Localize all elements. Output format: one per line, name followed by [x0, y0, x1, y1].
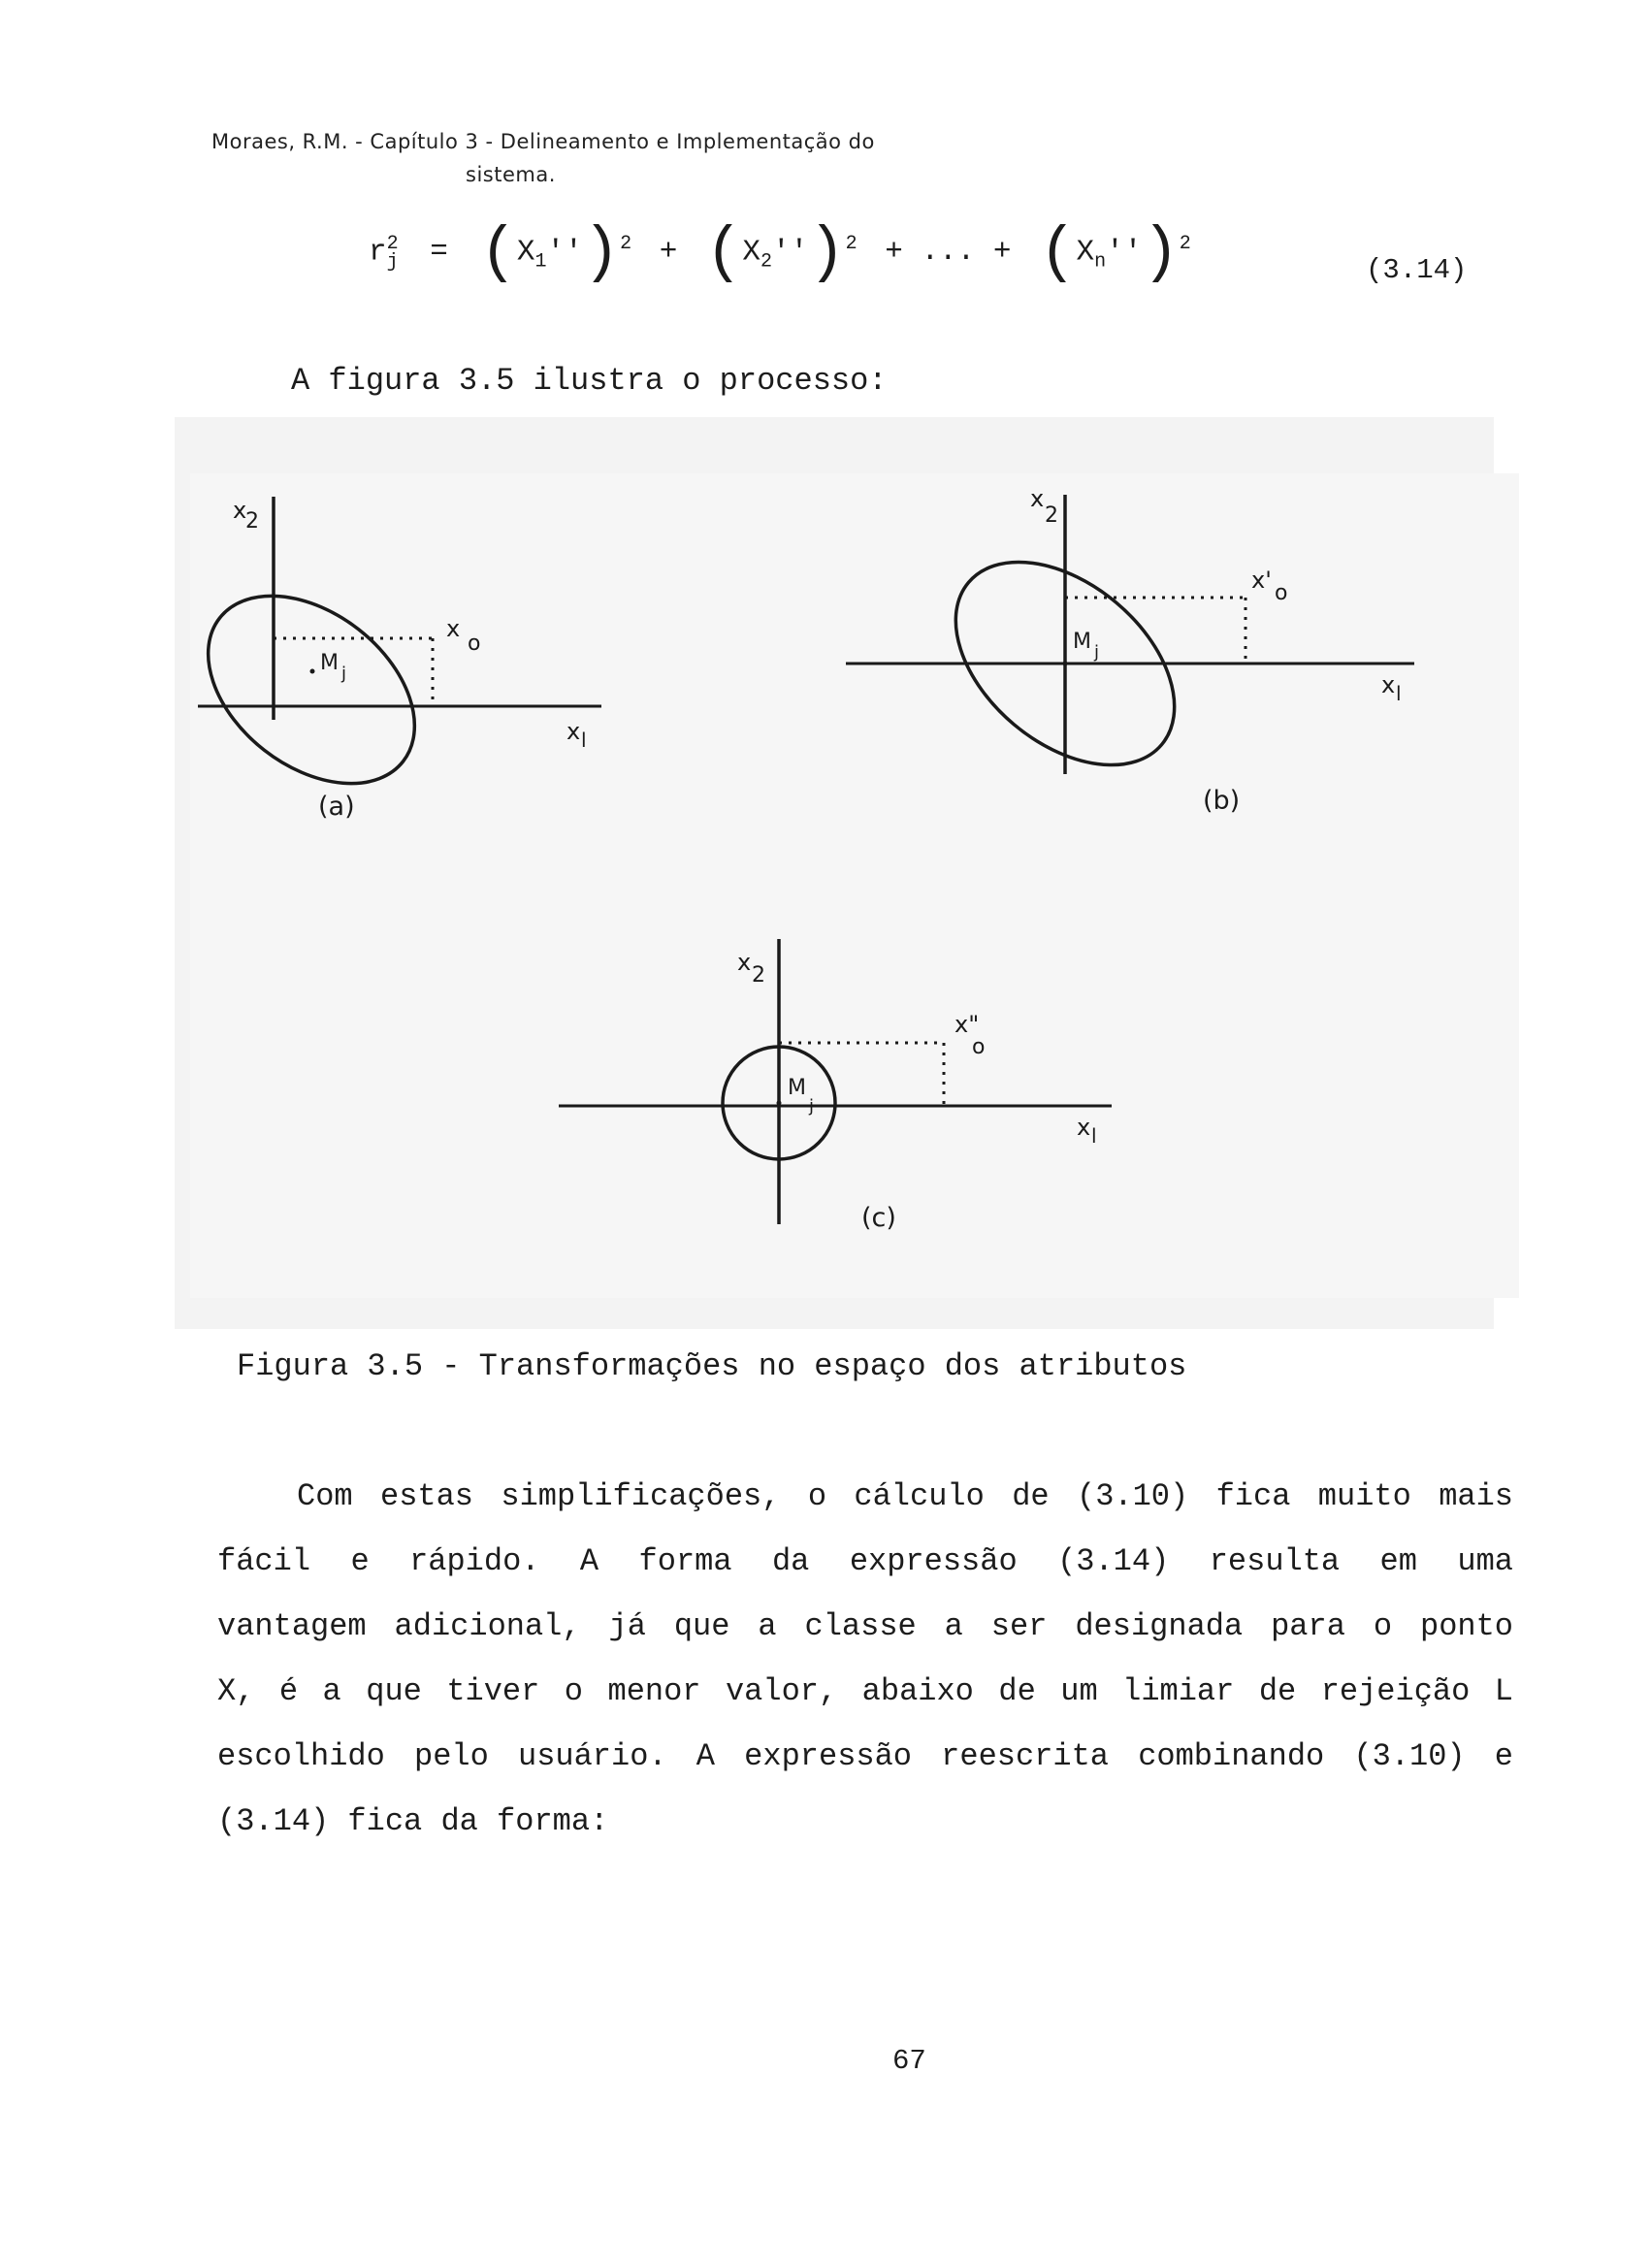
equation-number: (3.14)	[1366, 254, 1468, 286]
panel-a-point-label: x	[446, 615, 461, 642]
eq-term1-primes: ''	[546, 235, 583, 270]
panel-b-point-sub: o	[1275, 581, 1288, 605]
panel-c	[559, 939, 1112, 1224]
paragraph-line: fácil e rápido. A forma da expressão (3.14) resulta em uma	[217, 1543, 1513, 1579]
paragraph-line: escolhido pelo usuário. A expressão reescrita combinando (3.10) e	[217, 1738, 1513, 1774]
panel-c-center-sub: j	[809, 1096, 815, 1117]
panel-a-ellipse	[173, 558, 450, 822]
panel-a-center-sub: j	[341, 664, 347, 684]
panel-b-center-dot	[1063, 662, 1068, 666]
panel-c-center-label: M	[788, 1076, 806, 1100]
panel-b-y-label: x	[1030, 485, 1045, 512]
panel-a	[173, 497, 601, 822]
paragraph-line: X, é a que tiver o menor valor, abaixo de um limiar de rejeição L	[217, 1673, 1513, 1709]
panel-a-x-sub: l	[581, 729, 587, 752]
eq-equals: =	[430, 235, 448, 270]
running-header-continued: sistema.	[466, 163, 556, 186]
panel-b	[846, 495, 1414, 805]
panel-b-y-sub: 2	[1045, 503, 1058, 528]
panel-c-x-sub: l	[1091, 1124, 1097, 1148]
panel-a-x-label: x	[566, 718, 581, 745]
equation-3-14: $r^2_j = (X_1'')^2 + (X_2'')^2$ + ... + $(X_n'')^2$	[369, 218, 1191, 289]
eq-lhs: r	[369, 235, 387, 270]
panel-b-center-sub: j	[1094, 642, 1100, 663]
eq-term2-sub: 2	[760, 250, 772, 274]
panel-c-center-dot	[777, 1101, 782, 1106]
running-header: Moraes, R.M. - Capítulo 3 - Delineamento e Implementação do	[211, 130, 875, 153]
panel-a-center-dot	[310, 669, 315, 674]
panel-b-point-label: x'	[1251, 567, 1272, 594]
panel-a-y-sub: 2	[245, 509, 259, 534]
paragraph-line: Com estas simplificações, o cálculo de (3.10) fica muito mais	[297, 1478, 1513, 1514]
panel-c-y-label: x	[737, 949, 752, 976]
panel-c-point-sub: o	[972, 1035, 986, 1059]
panel-a-y-label: x	[233, 497, 247, 524]
panel-c-label: (c)	[861, 1203, 896, 1233]
eq-plus-1: +	[659, 235, 678, 270]
eq-term2-primes: ''	[772, 235, 809, 270]
panel-a-label: (a)	[318, 792, 355, 822]
page-number: 67	[892, 2045, 926, 2077]
panel-b-x-label: x	[1381, 671, 1396, 698]
paragraph-line: vantagem adicional, já que a classe a ser designada para o ponto	[217, 1608, 1513, 1644]
panel-b-label: (b)	[1203, 786, 1241, 816]
panel-b-x-sub: l	[1396, 682, 1402, 705]
intro-sentence: A figura 3.5 ilustra o processo:	[291, 363, 888, 399]
eq-term3-var: X	[1076, 235, 1095, 270]
eq-term1-power: 2	[620, 233, 632, 255]
panel-a-point-sub: o	[468, 632, 481, 656]
figure-caption: Figura 3.5 - Transformações no espaço dos atributos	[237, 1348, 1187, 1384]
eq-ellipsis: + ... +	[885, 235, 1012, 270]
eq-lhs-sup: 2	[386, 233, 399, 255]
eq-term2-power: 2	[845, 233, 857, 255]
panel-a-center-label: M	[320, 651, 339, 675]
eq-lhs-sub: j	[386, 250, 399, 274]
panel-c-x-label: x	[1077, 1114, 1091, 1141]
eq-term3-primes: ''	[1106, 235, 1143, 270]
panel-c-y-sub: 2	[752, 963, 765, 988]
eq-term2-var: X	[742, 235, 760, 270]
panel-b-center-label: M	[1073, 630, 1091, 654]
panel-c-point-label: x"	[954, 1011, 980, 1038]
paragraph-line: (3.14) fica da forma:	[217, 1803, 609, 1839]
eq-term3-sub: n	[1094, 250, 1107, 274]
eq-term1-var: X	[516, 235, 535, 270]
body-paragraph	[217, 1473, 1513, 1863]
eq-term3-power: 2	[1179, 233, 1191, 255]
eq-term1-sub: 1	[534, 250, 547, 274]
